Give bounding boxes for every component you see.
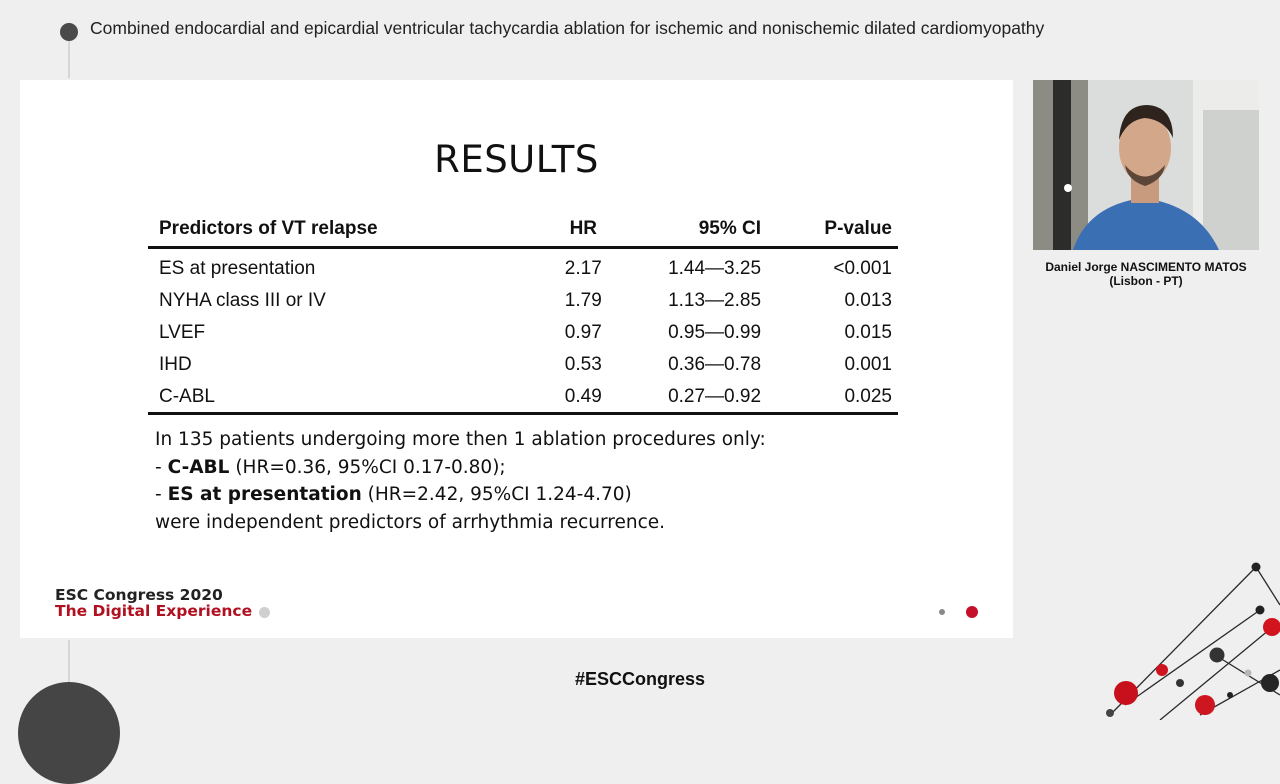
summary-item-rest: (HR=2.42, 95%CI 1.24-4.70) [361,484,632,505]
table-row [148,248,898,286]
timeline-line-bottom [68,640,70,686]
table-row [148,381,898,414]
table-header: Predictors of VT relapse [148,214,549,248]
table-header: P-value [773,214,898,248]
table-cell: C-ABL [148,381,549,414]
summary-item [155,481,915,509]
table-cell: ES at presentation [159,258,316,279]
brand-line-2: The Digital Experience [55,602,253,620]
table-cell: 0.36—0.78 [668,354,762,375]
table-cell: <0.001 [833,258,892,279]
table-cell: IHD [159,354,192,375]
summary-intro: In 135 patients undergoing more then 1 ablation procedures only: [155,429,766,450]
table-cell: NYHA class III or IV [159,290,326,311]
slide-nav-dot-active[interactable] [966,606,978,618]
speaker-video-icon [1033,80,1259,250]
results-table [148,214,898,415]
table-header-row [148,214,898,248]
summary-dash: - [155,484,168,505]
table-row [148,317,898,349]
summary-outro: were independent predictors of arrhythmia recurrence. [155,511,666,533]
presentation-slide [20,80,1013,638]
session-title: Combined endocardial and epicardial ventricular tachycardia ablation for ischemic and nonischemic dilated cardiomyopathy [90,18,1045,38]
table-cell: 0.025 [773,381,898,414]
summary-item-bold: ES at presentation [167,484,362,505]
table-cell: 0.27—0.92 [618,381,773,414]
speaker-name: Daniel Jorge NASCIMENTO MATOS [1045,260,1247,274]
table-cell: 0.97 [564,322,602,343]
timeline-circle [18,682,120,784]
brand-line-1: ESC Congress 2020 [55,586,223,604]
congress-hashtag: #ESCCongress [574,669,706,689]
summary-item-bold: C-ABL [167,456,230,478]
molecule-decoration-icon [1080,555,1280,720]
slide-heading: RESULTS [434,138,599,181]
table-cell: 0.015 [844,322,892,343]
summary-dash: - [155,456,168,478]
table-cell: 0.49 [549,381,618,414]
table-cell: 2.17 [564,258,602,279]
table-cell: 1.13—2.85 [668,290,762,311]
table-cell: 1.79 [564,290,602,311]
speaker-caption [1033,260,1259,288]
table-cell: 1.44—3.25 [668,258,762,279]
table-cell: 0.95—0.99 [668,322,762,343]
summary-item [155,454,915,482]
speaker-video [1033,80,1259,250]
table-header: 95% CI [618,214,773,248]
timeline-dot [60,23,78,41]
table-header: HR [549,214,618,248]
table-cell: 0.001 [844,354,892,375]
table-row [148,349,898,381]
summary-item-rest: (HR=0.36, 95%CI 0.17-0.80); [229,456,506,478]
summary-text [155,426,915,536]
table-cell: 0.013 [844,290,892,311]
table-cell: LVEF [159,322,206,343]
speaker-location: (Lisbon - PT) [1109,274,1183,288]
brand-dot [259,607,270,618]
table-row [148,285,898,317]
esc-brand-logo [55,587,252,619]
slide-nav-dot[interactable] [939,609,945,615]
table-cell: 0.53 [564,354,602,375]
